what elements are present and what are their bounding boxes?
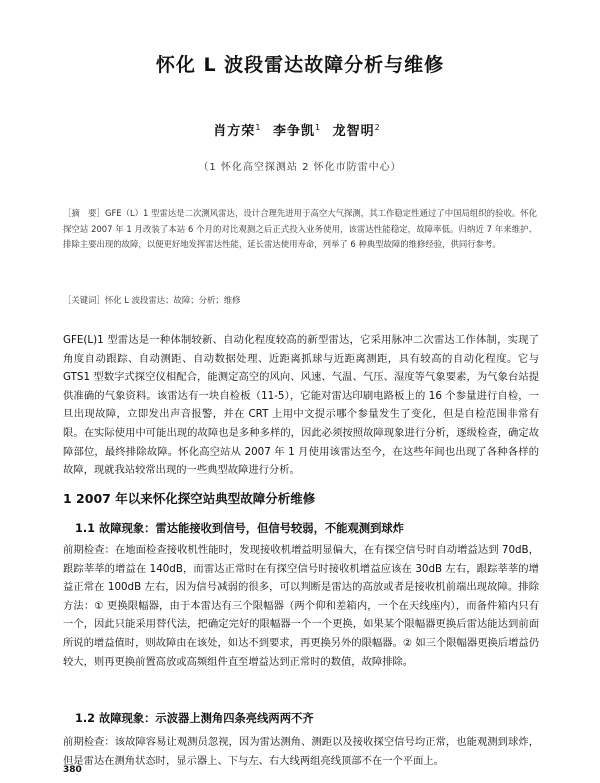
- subsection-heading: 1.1 故障现象：雷达能接收到信号，但信号较弱，不能观测到球炸: [75, 522, 404, 535]
- intro-paragraph: GFE(L)1 型雷达是一种体制较新、自动化程度较高的新型雷达，它采用脉冲二次雷达工作体制，实现了角度自动跟踪、自动测距、自动数据处理、近距离抓球与近距离测距，具有较高的自动化程度。它与 GTS1 型数字式探空仪相配合，能测定高空的风向、风速、气温、气压、湿度等气象要素，为气象台站提供准确的气象资料。该雷达有一块自检板（11-5），它能对雷达印刷电路板上的 16 个参量进行自检，一旦出现故障，立即发出声音报警，并在 CRT 上用中文提示哪个参量发生了变化，但是自检范围非常有限。在实际使用中可能出现的故障也是多种多样的，因此必须按照故障现象进行分析，逐级检查，确定故障部位，最终排除故障。怀化高空站从 2007 年 1 月使用该雷达至今，在这些年间也出现了各种各样的故障，现就我站较常出现的一些典型故障进行分析。: [63, 334, 539, 477]
- abstract: ［摘 要］GFE（L）1 型雷达是二次测风雷达，设计合理先进用于高空大气探测，其工作稳定性通过了中国局组织的验收。怀化探空站 2007 年 1 月改装了本站 6 个月的对比观测之后正式投入业务使用，该雷达性能稳定，故障率低。归纳近 7 年来维护、排除主要出现的故障，以便更好地发挥雷达性能，延长雷达使用寿命，列举了 6 种典型故障的维修经验，供同行参考。: [63, 208, 537, 250]
- author-name: 肖方荣: [213, 124, 256, 139]
- subsection-body: 前期检查：该故障容易让观测员忽视，因为雷达测角、测距以及接收探空信号均正常，也能观测到球炸，但是雷达在测角状态时，显示器上、下与左、右大线两组亮线顶部不在一个平面上。: [63, 736, 539, 767]
- paper-title: 怀化 L 波段雷达故障分析与维修: [155, 54, 445, 76]
- affiliation: （1 怀化高空探测站 2 怀化市防雷中心）: [198, 162, 402, 173]
- author-sup: 1: [255, 122, 262, 132]
- keywords: ［关键词］怀化 L 波段雷达；故障；分析；维修: [63, 295, 241, 305]
- author-sup: 2: [374, 122, 381, 132]
- subsection-heading: 1.2 故障现象：示波器上测角四条亮线两两不齐: [75, 712, 314, 725]
- page-number: 380: [63, 765, 82, 775]
- author-sup: 1: [314, 122, 322, 132]
- author-list: [0, 120, 600, 139]
- author-name: 李争凯: [272, 124, 315, 139]
- section-heading: 1 2007 年以来怀化探空站典型故障分析维修: [63, 491, 316, 506]
- subsection-body: 前期检查：在地面检查接收机性能时，发现接收机增益明显偏大，在有探空信号时自动增益达到 70dB，跟踪莘莘的增益在 140dB，而雷达正常时在有探空信号时接收机增益应该在 30dB 左右，跟踪莘莘的增益正常在 100dB 左右，因为信号减弱的很多，可以判断是雷达的高放或者是接收机前端出现故障。排除方法：① 更换限幅器，由于本雷达有三个限幅器（两个仰和差箱内，一个在天线座内），而备件箱内只有一个，因此只能采用替代法，把确定完好的限幅器一个一个更换，如果某个限幅器更换后雷达能达到前面所说的增益值时，则故障由在该处，如达不到要求，再更换另外的限幅器。② 如三个限幅器更换后增益仍较大，则再更换前置高放或高频组件直至增益达到正常时的数值，故障排除。: [63, 544, 539, 668]
- author-name: 龙智明: [332, 124, 375, 139]
